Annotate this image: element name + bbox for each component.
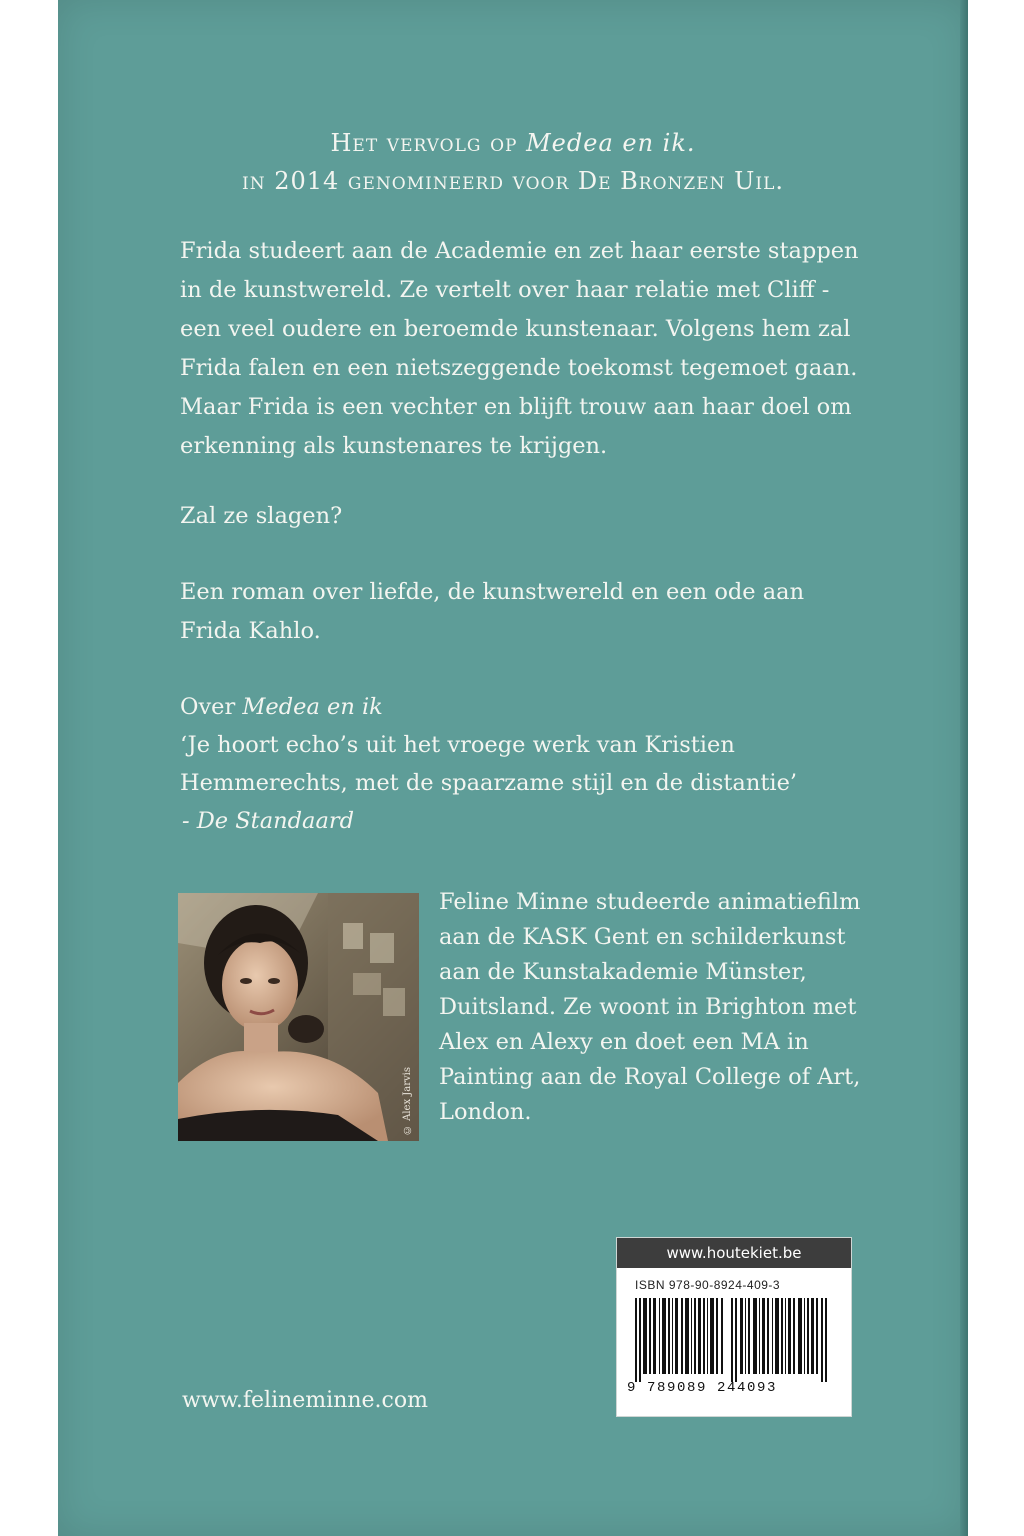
blurb-text: Frida studeert aan de Academie en zet haar eerste stappen in de kunstwereld. Ze vertelt over haar relatie met Cliff - een veel oudere en beroemde kunstenaar. Volgens hem zal Frida falen en een nietszeggende toekomst tegemoet gaan. Maar Frida is een vechter en blijft trouw aan haar doel om erkenning als kunstenares te krijgen. <box>180 238 859 459</box>
author-bio: Feline Minne studeerde animatiefilm aan de KASK Gent en schilderkunst aan de Kunstakademie Münster, Duitsland. Ze woont in Brighton met Alex en Alexy en doet een MA in Painting aan de Royal College of Art, London. <box>439 889 861 1125</box>
quote-line-2: Hemmerechts, met de spaarzame stijl en de distantie’ <box>180 770 798 796</box>
author-portrait-image <box>178 893 419 1141</box>
author-photo <box>178 893 419 1141</box>
quote-book-title: Medea en ik <box>242 694 383 720</box>
photo-credit: © Alex Jarvis <box>402 1066 413 1135</box>
barcode-bars <box>635 1298 835 1382</box>
tagline-line-1 <box>58 124 968 162</box>
ean-digits: 9 789089 244093 <box>627 1380 778 1396</box>
author-website: www.felineminne.com <box>182 1388 428 1413</box>
barcode-label <box>616 1237 852 1417</box>
tagline-prefix: Het vervolg op <box>330 129 527 157</box>
cover-edge <box>960 0 968 1536</box>
quote-source: - De Standaard <box>182 808 355 834</box>
review-quote <box>180 688 870 840</box>
tagline <box>58 124 968 200</box>
book-back-cover <box>58 0 968 1536</box>
question-text: Zal ze slagen? <box>180 503 343 529</box>
tagline-book-title: Medea en ik. <box>526 129 696 157</box>
tagline-line-2: in 2014 genomineerd voor De Bronzen Uil. <box>242 167 784 195</box>
quote-line-1: ‘Je hoort echo’s uit het vroege werk van Kristien <box>180 732 735 758</box>
quote-over-label: Over <box>180 694 243 720</box>
isbn-number: ISBN 978-90-8924-409-3 <box>635 1278 781 1292</box>
publisher-website: www.houtekiet.be <box>617 1238 851 1268</box>
roman-description: Een roman over liefde, de kunstwereld en een ode aan Frida Kahlo. <box>180 579 805 644</box>
quote-intro <box>180 688 870 726</box>
